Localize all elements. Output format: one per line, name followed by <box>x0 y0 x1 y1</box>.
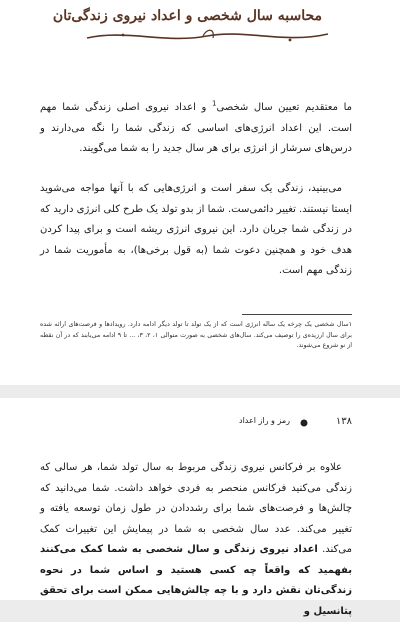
chapter-title: محاسبه سال شخصی و اعداد نیروی زندگی‌تان <box>52 8 322 24</box>
running-head <box>40 416 352 432</box>
footnote-marker[interactable]: 1 <box>211 99 217 108</box>
running-head-title: رمز و راز اعداد <box>239 416 290 425</box>
paragraph-intro-rest: و اعداد نیروی اصلی زندگی شما مهم است. این اعداد انرژی‌های اساسی که زندگی شما را نگه می‌دارند و درس‌های سرشار از انرژی برای هر سال جدید را به شما می‌گویند. <box>40 102 352 154</box>
flourish-icon <box>85 26 330 46</box>
paragraph-personal-year-bold: اعداد نیروی زندگی و سال شخصی به شما کمک می‌کنند بفهمید که واقعاً چه کسی هستید و اساس شما در نحوه زندگی‌تان نقش دارد و با چه چالش‌هایی ممکن است برای تحقق پتانسیل و <box>40 544 352 617</box>
footnote-divider <box>242 314 352 315</box>
paragraph-journey <box>40 179 352 282</box>
footnote: ۱سال شخصی یک چرخه یک ساله انرژی است که از یک تولد تا تولد دیگر ادامه دارد. رویدادها و فرصت‌های ارائه شده برای سال ارزیده‌ی را توصیف می‌کند. سال‌های شخصی به صورت متوالی ۱، ۲، ۳، ... تا ۹ ادامه می‌یابند که در آن نقطه از نو شروع می‌شوند. <box>40 321 352 349</box>
paragraph-intro-start: ما معتقدیم تعیین سال شخصی <box>216 102 352 113</box>
paragraph-personal-year <box>40 458 352 622</box>
page-two <box>0 398 400 617</box>
paragraph-journey-text: می‌بینید، زندگی یک سفر است و انرژی‌هایی که با آنها مواجه می‌شوید ایستا نیستند. تغییر دائمی‌ست. شما از بدو تولد یک طرح کلی انرژی دارید که در زندگی شما جریان دارد. این نیروی انرژی ریشه است و برای پیدا کردن هدف خود و همچنین دعوت شما (به قول برخی‌ها)، به مأموریت شما در زندگی مهم است. <box>40 183 352 276</box>
paragraph-intro <box>40 98 352 160</box>
dot-icon <box>300 419 308 427</box>
paragraph-personal-year-text: علاوه بر فرکانس نیروی زندگی مربوط به سال تولد شما، هر سالی که زندگی می‌کنید فرکانس منحصر به فردی خواهد داشت. شما می‌دانید که چالش‌ها و فرصت‌های شما برای رشددادن در طول زمان توسعه یافته و تغییر می‌کند. عدد سال شخصی به شما در پیمایش این تغییرات کمک می‌کند. <box>40 462 352 555</box>
page-number: ۱۳۸ <box>335 416 352 427</box>
